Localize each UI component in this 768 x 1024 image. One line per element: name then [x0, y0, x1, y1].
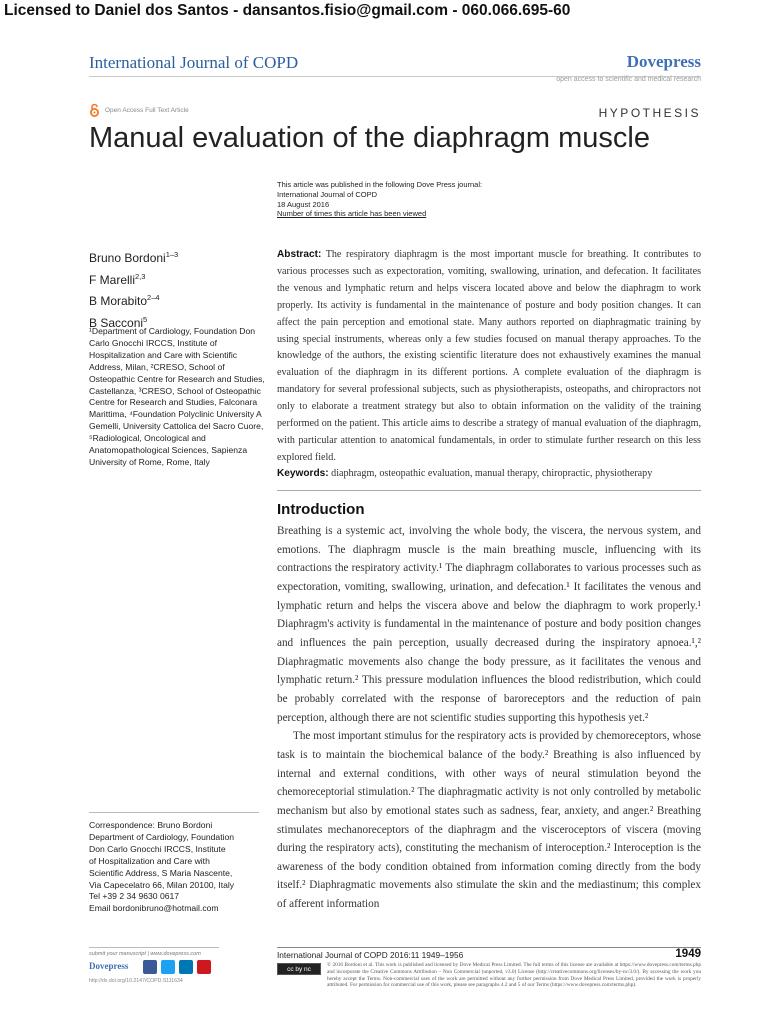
dovepress-logo[interactable]: Dovepress [626, 52, 701, 71]
abstract-divider [277, 490, 701, 491]
open-access-text: Open Access Full Text Article [105, 106, 189, 114]
abstract [277, 247, 701, 467]
page-number: 1949 [675, 948, 701, 960]
cc-label: cc by nc [287, 965, 311, 973]
keywords-label: Keywords: [277, 468, 329, 479]
youtube-icon[interactable] [197, 960, 211, 974]
author-name: B Sacconi [89, 315, 144, 330]
abstract-label: Abstract: [277, 249, 322, 260]
creative-commons-icon[interactable] [277, 963, 321, 975]
publication-info [277, 180, 482, 219]
author-affil: 5 [143, 314, 148, 324]
correspondence-line: Scientific Address, S Maria Nascente, [89, 867, 233, 878]
publisher-tagline: open access to scientific and medical research [556, 76, 701, 83]
correspondence-line: of Hospitalization and Care with [89, 855, 210, 866]
author [89, 268, 178, 290]
keywords [277, 466, 701, 482]
paragraph: Breathing is a systemic act, involving the whole body, the viscera, the nervous system, and emotions. The diaphragm muscle is the main breathing muscle, influencing with its contractions the respiratory activity.¹ The diaphragm collaborates to various processes such as expectoration, vomiting, swallowing, urination, and defecation.¹ It facilitates the venous and lymphatic return and helps the viscera above and below the diaphragm to work properly.¹ Diaphragm's activity is fundamental in the maintenance of posture and body position changes and influences the pain perception, usually decreased during the inspiratory apnoea.¹,² Diaphragmatic movements also change the body pressure, as it facilitates the venous and lymphatic return.² This pressure modulation influences the blood redistribution, which could be probably correlated with the response of baroreceptors and the reduction of pain perception, although there are not scientific studies supporting this hypothesis yet.² [277, 525, 701, 724]
journal-name[interactable]: International Journal of COPD [89, 53, 299, 72]
twitter-icon[interactable] [161, 960, 175, 974]
author [89, 246, 178, 268]
social-icons [143, 960, 211, 974]
correspondence-line: Correspondence: Bruno Bordoni [89, 820, 213, 830]
correspondence-line: Don Carlo Gnocchi IRCCS, Institute [89, 843, 226, 854]
pubinfo-date: 18 August 2016 [277, 199, 330, 209]
footer-divider-left [89, 947, 219, 948]
footer-divider-right [277, 947, 701, 948]
correspondence-email[interactable]: Email bordonibruno@hotmail.com [89, 903, 219, 914]
author [89, 289, 178, 311]
author-affil: 2,3 [135, 271, 146, 281]
correspondence-divider [89, 812, 259, 813]
correspondence-line: Via Capecelatro 66, Milan 20100, Italy [89, 879, 235, 890]
views-link[interactable]: Number of times this article has been viewed [277, 209, 427, 219]
article-type: HYPOTHESIS [598, 106, 701, 120]
author-name: B Morabito [89, 294, 148, 308]
author-affil: 1–3 [165, 250, 179, 259]
license-banner: Licensed to Daniel dos Santos - dansantos.fisio@gmail.com - 060.066.695-60 [4, 2, 571, 19]
pubinfo-line: This article was published in the following Dove Press journal: [277, 180, 483, 189]
keywords-text: diaphragm, osteopathic evaluation, manual therapy, chiropractic, physiotherapy [331, 468, 653, 479]
author-affil: 2–4 [147, 293, 160, 302]
correspondence-line: Department of Cardiology, Foundation [89, 831, 235, 842]
linkedin-icon[interactable] [179, 960, 193, 974]
facebook-icon[interactable] [143, 960, 157, 974]
footer-citation: International Journal of COPD 2016:11 1949–1956 [277, 950, 464, 960]
footer-dovepress-logo[interactable]: Dovepress [89, 961, 129, 971]
correspondence-line: Tel +39 2 34 9630 0617 [89, 891, 180, 902]
pubinfo-journal: International Journal of COPD [277, 189, 378, 199]
author-list [89, 246, 178, 332]
article-title: Manual evaluation of the diaphragm muscle [89, 122, 650, 154]
submit-manuscript-link[interactable]: submit your manuscript | www.dovepress.com [89, 951, 201, 957]
correspondence [89, 820, 265, 915]
abstract-text: The respiratory diaphragm is the most important muscle for breathing. It contributes to various processes such as expectoration, vomiting, swallowing, urination, and defecation. It facilitates the venous and lymphatic return and helps viscera located above and below the diaphragm to work properly. Its activity is fundamental in the maintenance of posture and body position changes. It can affect the pain perception and emotional state. Many authors reported on diaphragmatic training by using special instruments, whereas only a few studies focused on manual therapy approaches. To the knowledge of the authors, the existing scientific literature does not exhaustively examines the manual evaluation of the diaphragm in its different portions. A complete evaluation of the diaphragm is mandatory for several professional subjects, such as physiotherapists, osteopaths, and chiropractors not only to elaborate a treatment strategy but also to obtain information on the validity of the training performed on the patient. This article aims to describe a strategy of manual evaluation of the diaphragm, with particular attention to anatomical fundamentals, in order to stimulate further research on this less explored field. [277, 249, 702, 463]
section-heading-introduction: Introduction [277, 501, 365, 518]
paragraph: The most important stimulus for the respiratory acts is provided by chemoreceptors, whose task is to maintain the biochemical balance of the body.² Breathing is also influenced by internal and external conditions, with other ways of neural stimulation beyond the chemoreceptorial stimulation.² The diaphragmatic activity is not only controlled by metabolic mechanism but also by emotional states such as sadness, fear, anxiety, and anger.² Breathing stimulates mechanoreceptors of the diaphragm and the visceroceptors of viscera (moving during the respiratory acts), constituting the mechanism of interoception.² Interoception is the awareness of the body condition obtained from information coming directly from the body itself.² Diaphragmatic movements also stimulate the skin and the mediastinum; this complex of afferent information [277, 730, 701, 911]
open-access-lock-icon [89, 103, 100, 117]
doi-link[interactable]: http://dx.doi.org/10.2147/COPD.S111634 [89, 978, 183, 984]
author-name: F Marelli [89, 272, 136, 287]
author-name: Bruno Bordoni [89, 251, 166, 265]
introduction-body [277, 522, 701, 914]
affiliations: ¹Department of Cardiology, Foundation Don Carlo Gnocchi IRCCS, Institute of Hospitalization and Care with Scientific Address, Milan, ²CRESO, School of Osteopathic Centre for Research and Studies, Castellanza, ³CRESO, School of Osteopathic Centre for Research and Studies, Falconara Marittima, ⁴Foundation Polyclinic University A Gemelli, University Cattolica del Sacro Cuore, ⁵Radiological, Oncological and Anatomopathological Sciences, Sapienza University of Rome, Rome, Italy [89, 326, 265, 467]
open-access-label [89, 103, 189, 117]
license-text: © 2016 Bordoni et al. This work is published and licensed by Dove Medical Press Limited. The full terms of this license are available at https://www.dovepress.com/terms.php and incorporate the Creative Commons Attribution – Non Commercial (unported, v3.0) License (http://creativecommons.org/licenses/by-nc/3.0/). By accessing the work you hereby accept the Terms. Non-commercial uses of the work are permitted without any further permission from Dove Medical Press Limited, provided the work is properly attributed. For permission for commercial use of this work, please see paragraphs 4.2 and 5 of our Terms (https://www.dovepress.com/terms.php). [327, 962, 701, 989]
